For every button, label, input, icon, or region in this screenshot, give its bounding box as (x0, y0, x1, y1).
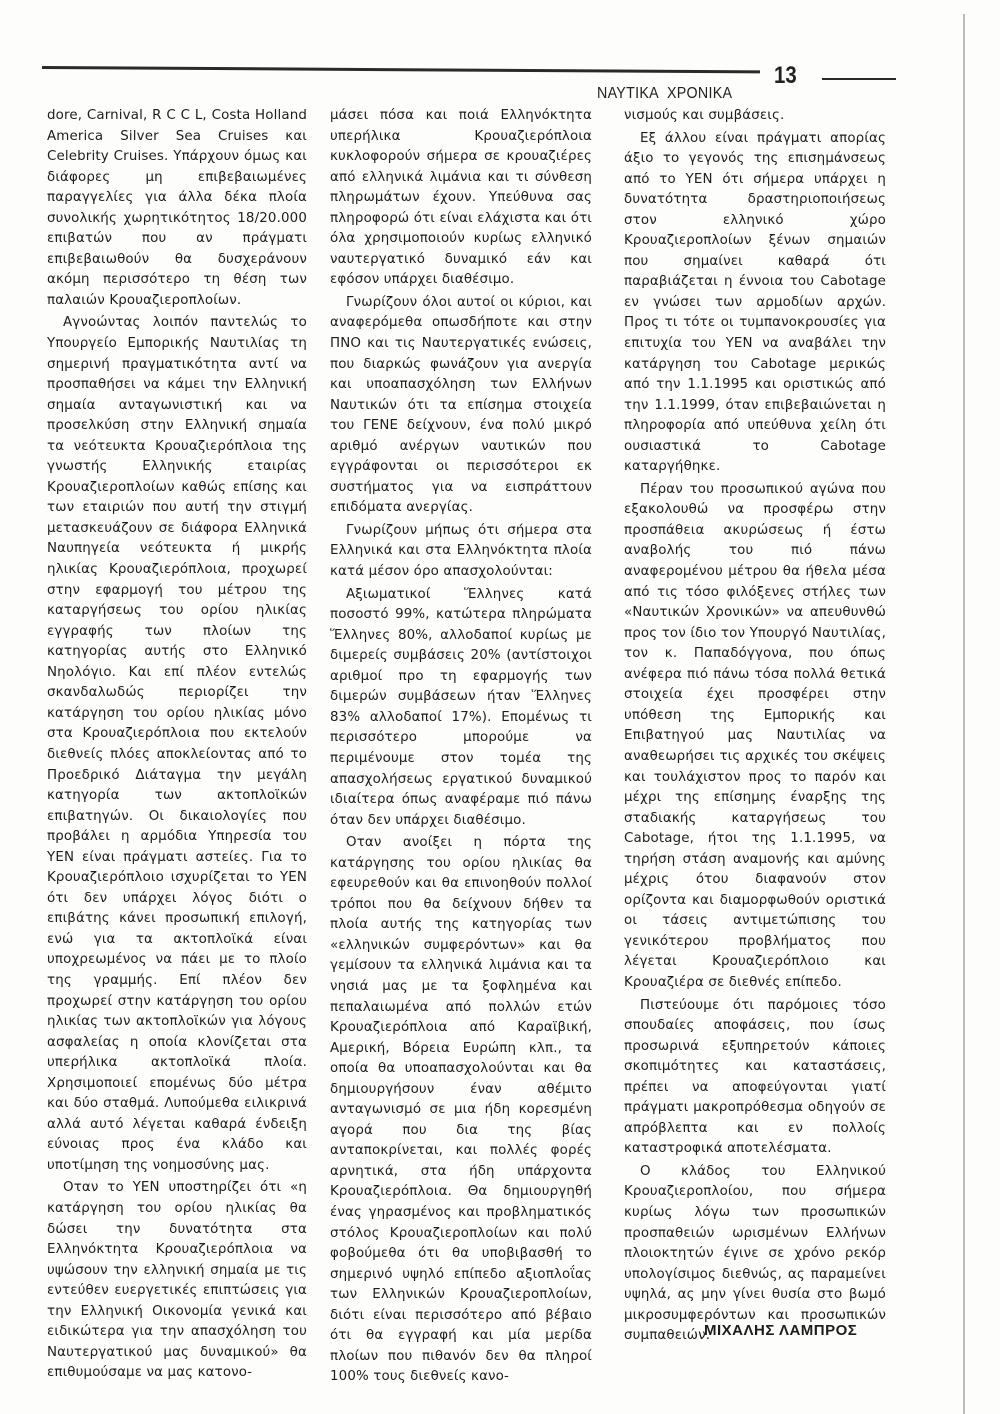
header-rule-right (822, 78, 896, 80)
paragraph: Αξιωματικοί Ἕλληνες κατά ποσοστό 99%, κατώτερα πληρώματα Ἕλληνες 80%, αλλοδαποί κυρίως με διμερείς συμβάσεις 20% (αντίστοιχοι αριθμοί προ τη εφαρμογής των διμερών συμβάσεων ήταν Ἕλληνες 83% αλλοδαποί 17%). Επομένως τι περισσότερο μπορούμε να περιμένουμε στον τομέα της απασχολήσεως εργατικού δυναμικού ιδιαίτερα όπως αναφέραμε πιό πάνω όταν δεν υπάρχει διαθέσιμο. (330, 586, 592, 828)
paragraph: Οταν ανοίξει η πόρτα της κατάργησης του ορίου ηλικίας θα εφευρεθούν και θα επινοηθούν πολλοί τρόποι που θα δείχνουν δήθεν τα πλοία αυτής της κατηγορίας των «ελληνικών συμφερόντων» και θα γεμίσουν τα ελληνικά λιμάνια και τα νησιά μας με τα ξοφλημένα και πεπαλαιωμένα από πολλών ετών Κρουαζιερόπλοια από Καραϊβική, Αμερική, Βόρεια Ευρώπη κλπ., τα οποία θα υποαπασχολούνται και θα δημιουργήσουν έναν αθέμιτο ανταγωνισμό σε μια ήδη κορεσμένη αγορά που δια της βίας ανταποκρίνεται, και πολλές φορές αρνητικά, στα ήδη υπάρχοντα Κρουαζιερόπλοια. Θα δημιουργηθή ένας γηρασμένος και προβληματικός στόλος Κρουαζιεροπλοίων και πολύ φοβούμεθα ότι θα υποβιβασθή το σημερινό υψηλό επίπεδο αξιοπλοΐας των Ελληνικών Κρουαζιεροπλοίων, διότι είναι περισσότερο από βέβαιο ότι θα εγγραφή και μία μερίδα πλοίων που πιθανόν δεν θα πληροί 100% τους διεθνείς κανο- (330, 835, 592, 1385)
article-column-3 (624, 106, 886, 1347)
paragraph: dore, Carnival, R C C L, Costa Holland America Silver Sea Cruises και Celebrity Cruises. Υπάρχουν όμως και διάφορες μη επιβεβαιωμένες παραγγελίες για άλλα δέκα πλοία συνολικής χωρητικότητος 18/20.000 επιβατών που αν πράγματι επιβεβαιωθούν θα δυσχεράνουν ακόμη περισσότερο τη θέση των παλαιών Κρουαζιεροπλοίων. (47, 108, 307, 308)
page-number: 13 (774, 62, 797, 89)
paragraph: μάσει πόσα και ποιά Ελληνόκτητα υπερήλικα Κρουαζιερόπλοια κυκλοφορούν σήμερα σε κρουαζιέρες από ελληνικά λιμάνια και τι σύνθεση πληρωμάτων έχουν. Υπεύθυνα σας πληροφορώ ότι είναι ελάχιστα και ότι όλα χρησιμοποιούν κυρίως ελληνικό ναυτεργατικό δυναμικό εάν και εφόσον υπάρχει διαθέσιμο. (330, 108, 592, 288)
paragraph: Πέραν του προσωπικού αγώνα που εξακολουθώ να προσφέρω στην προσπάθεια ακυρώσεως ή έστω αναβολής του πιό πάνω αναφερομένου μέτρου θα ήθελα μέσα από τις τόσο φιλόξενες στήλες των «Ναυτικών Χρονικών» να απευθυνθώ προς τον ίδιο τον Υπουργό Ναυτιλίας, τον κ. Παπαδόγγονα, που όπως ανέφερα πιό πάνω τόσα πολλά θετικά στοιχεία έχει προσφέρει στην υπόθεση της Εμπορικής και Επιβατηγού μας Ναυτιλίας να αναθεωρήσει τις αρχικές του σκέψεις και τουλάχιστον προς το παρόν και μέχρι της επίσημης έναρξης της σταδιακής καταργήσεως του Cabotage, ήτοι της 1.1.1995, να τηρήση στάση αναμονής και αμύνης μέχρις ότου διαφανούν στον ορίζοντα και διαμορφωθούν οριστικά οι τάσεις αντιμετώπισης του γενικότερου προβλήματος που λέγεται Κρουαζιερόπλοιο και Κρουαζιέρα σε διεθνές επίπεδο. (624, 481, 886, 990)
paragraph: Ο κλάδος του Ελληνικού Κρουαζιεροπλοίου, που σήμερα κυρίως λόγω των προσωπικών προσπαθειών ωρισμένων Ελλήνων πλοιοκτητών έγινε σε χρόνο ρεκόρ υπολογίσιμος διεθνώς, ας παραμείνει υψηλά, ας μην γίνει θυσία στο βωμό μικροσυμφερόντων και προσωπικών συμπαθειών. (624, 1163, 886, 1344)
paragraph: Γνωρίζουν όλοι αυτοί οι κύριοι, και αναφερόμεθα οπωσδήποτε και στην ΠΝΟ και τις Ναυτεργατικές ενώσεις, που διαρκώς φωνάζουν για ανεργία και υποαπασχόληση των Ελλήνων Ναυτικών ότι τα επίσημα στοιχεία του ΓΕΝΕ δείχνουν, ένα πολύ μικρό αριθμό ανέργων ναυτικών που εγγράφονται οι περισσότεροι εκ συστήματος για να εισπράττουν επιδόματα ανεργίας. (330, 294, 592, 516)
header-rule-left (42, 66, 760, 73)
paragraph: Αγνοώντας λοιπόν παντελώς το Υπουργείο Εμπορικής Ναυτιλίας τη σημερινή πραγματικότητα αντί να προσπαθήσει να κάμει την Ελληνική σημαία ανταγωνιστική και να προσελκύση στην Ελληνική σημαία τα νεότευκτα Κρουαζιερόπλοια της γνωστής Ελληνικής εταιρίας Κρουαζιεροπλοίων καθώς επίσης και των εταιριών που αυτή την στιγμή μετασκευάζουν σε διάφορα Ελληνικά Ναυπηγεία νεότευκτα ή μικρής ηλικίας Κρουαζιερόπλοια, προχωρεί στην εφαρμογή του μέτρου της καταργήσεως του ορίου ηλικίας εγγραφής των πλοίων της κατηγορίας αυτής στο Ελληνικό Νηολόγιο. Και επί πλέον εντελώς σκανδαλωδώς περιορίζει την κατάργηση του ορίου ηλικίας μόνο στα Κρουαζιερόπλοια που εκτελούν διεθνείς πλόες αποκλείοντας από το Προεδρικό Διάταγμα την μεγάλη κατηγορία των ακτοπλοϊκών επιβατηγών. Οι δικαιολογίες που προβάλει η αρμόδια Υπηρεσία του ΥΕΝ είναι πράγματι αστείες. Για το Κρουαζιερόπλοιο ισχυρίζεται το ΥΕΝ ότι δεν υπάρχει λόγος διότι ο επιβάτης κάνει προσωπική επιλογή, ενώ για τα ακτοπλοϊκά είναι υποχρεωμένος να πάει με το πλοίο της γραμμής. Επί πλέον δεν προχωρεί στην κατάργηση του ορίου ηλικίας των ακτοπλοϊκών για λόγους ασφαλείας η οποία κλονίζεται στα υπερήλικα ακτοπλοϊκά πλοία. Χρησιμοποιεί επομένως δύο μέτρα και δύο σταθμά. Λυπούμεθα ειλικρινά αλλά αυτό λέγεται καθαρά ένδειξη εύνοιας προς ένα κλάδο και υποτίμηση της νοημοσύνης μας. (47, 315, 307, 1173)
paragraph: Γνωρίζουν μήπως ότι σήμερα στα Ελληνικά και στα Ελληνόκτητα πλοία κατά μέσον όρο απασχολούνται: (330, 522, 592, 580)
paragraph: Εξ άλλου είναι πράγματι απορίας άξιο το γεγονός της επισημάνσεως από το ΥΕΝ ότι σήμερα υπάρχει η δυνατότητα δραστηριοποιήσεως στον ελληνικό χώρο Κρουαζιεροπλοίων ξένων σημαιών που σημαίνει καθαρά ότι παραβιάζεται η έννοια του Cabotage εν γνώσει των αρμοδίων αρχών. Προς τι τότε οι τυμπανοκρουσίες για επιτυχία του ΥΕΝ να αναβάλει την κατάργηση του Cabotage μερικώς από την 1.1.1995 και οριστικώς από την 1.1.1999, όταν επιβεβαιώνεται η πληροφορία από υπεύθυνα χείλη ότι ουσιαστικά το Cabotage καταργήθηκε. (624, 130, 886, 475)
scan-page-edge (963, 14, 965, 1414)
paragraph: νισμούς και συμβάσεις. (624, 108, 785, 123)
paragraph: Οταν το ΥΕΝ υποστηρίζει ότι «η κατάργηση του ορίου ηλικίας θα δώσει την δυνατότητα στα Ελληνόκτητα Κρουαζιερόπλοια να υψώσουν την ελληνική σημαία με τις εντεύθεν ευεργετικές επιπτώσεις για την Ελληνική Οικονομία γενικά και ειδικώτερα για την απασχόληση του Ναυτεργατικού μας δυναμικού» θα επιθυμούσαμε να μας κατονο- (47, 1180, 307, 1381)
article-column-2 (330, 106, 592, 1388)
paragraph: Πιστεύουμε ότι παρόμοιες τόσο σπουδαίες αποφάσεις, που ίσως προσωρινά εξυπηρετούν κάποιες σκοπιμότητες και καταστάσεις, πρέπει να αποφεύγονται γιατί πράγματι μακροπρόθεσμα οδηγούν σε απρόβλεπτα και εν πολλοίς καταστροφικά αποτελέσματα. (624, 997, 886, 1157)
publication-title: ΝΑΥΤΙΚΑ ΧΡΟΝΙΚΑ (597, 85, 733, 102)
article-column-1 (47, 106, 307, 1384)
author-byline: ΜΙΧΑΛΗΣ ΛΑΜΠΡΟΣ (704, 1322, 858, 1339)
